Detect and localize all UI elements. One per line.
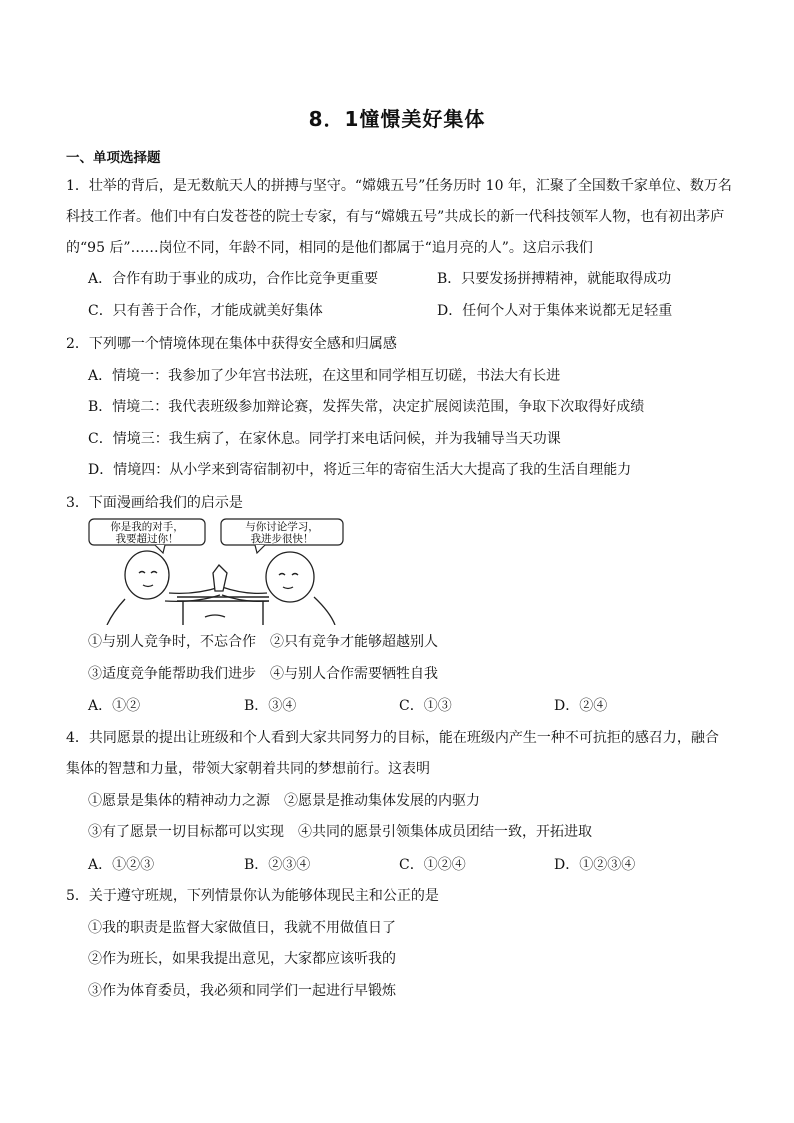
q2-option-c: C．情境三：我生病了，在家休息。同学打来电话问候，并为我辅导当天功课 <box>88 431 561 447</box>
svg-text:你是我的对手，: 你是我的对手， <box>110 521 184 533</box>
svg-text:我要超过你！: 我要超过你！ <box>115 533 179 545</box>
q3-option-c: C．①③ <box>399 698 452 714</box>
section-heading: 一、单项选择题 <box>66 150 161 166</box>
table <box>177 597 269 625</box>
q5-stem: 5．关于遵守班规，下列情景你认为能够体现民主和公正的是 <box>66 888 439 904</box>
q2-option-b: B．情境二：我代表班级参加辩论赛，发挥失常，决定扩展阅读范围，争取下次取得好成绩 <box>88 399 645 415</box>
q1-option-c: C．只有善于合作，才能成就美好集体 <box>88 303 323 319</box>
q5-statement: ②作为班长，如果我提出意见，大家都应该听我的 <box>88 951 396 967</box>
speech-bubble-left <box>89 519 205 553</box>
q3-option-a: A．①② <box>88 698 141 714</box>
q1-stem-line: 的“95 后”……岗位不同，年龄不同，相同的是他们都属于“追月亮的人”。这启示我们 <box>66 240 593 256</box>
q4-statements-line: ①愿景是集体的精神动力之源 ②愿景是推动集体发展的内驱力 <box>88 793 480 809</box>
q4-option-a: A．①②③ <box>88 857 155 873</box>
clasped-hands <box>205 565 227 617</box>
q3-statements-line: ①与别人竞争时，不忘合作 ②只有竞争才能够超越别人 <box>88 634 438 650</box>
page-title: 8．1憧憬美好集体 <box>308 107 486 131</box>
left-person-figure <box>107 551 220 625</box>
q4-stem-line: 集体的智慧和力量，带领大家朝着共同的梦想前行。这表明 <box>66 761 430 777</box>
q4-option-c: C．①②④ <box>399 857 466 873</box>
q2-option-a: A．情境一：我参加了少年宫书法班，在这里和同学相互切磋，书法大有长进 <box>88 368 561 384</box>
q4-option-d: D．①②③④ <box>554 857 636 873</box>
svg-text:与你讨论学习，: 与你讨论学习， <box>245 521 319 533</box>
q3-stem: 3．下面漫画给我们的启示是 <box>66 495 243 511</box>
right-person-figure <box>222 552 335 625</box>
speech-bubble-right <box>221 519 343 553</box>
q2-option-d: D．情境四：从小学来到寄宿制初中，将近三年的寄宿生活大大提高了我的生活自理能力 <box>88 462 632 478</box>
q2-stem: 2．下列哪一个情境体现在集体中获得安全感和归属感 <box>66 336 397 352</box>
q5-statement: ①我的职责是监督大家做值日，我就不用做值日了 <box>88 920 396 936</box>
q3-statements-line: ③适度竞争能帮助我们进步 ④与别人合作需要牺牲自我 <box>88 666 438 682</box>
svg-text:我进步很快！: 我进步很快！ <box>250 533 314 545</box>
arm-wrestling-comic <box>85 517 355 625</box>
q1-option-d: D．任何个人对于集体来说都无足轻重 <box>437 303 673 319</box>
q5-statement: ③作为体育委员，我必须和同学们一起进行早锻炼 <box>88 983 396 999</box>
q1-stem-line: 科技工作者。他们中有白发苍苍的院士专家，有与“嫦娥五号”共成长的新一代科技领军人物，也有初出茅庐 <box>66 209 725 225</box>
q1-option-b: B．只要发扬拼搏精神，就能取得成功 <box>437 271 672 287</box>
q1-stem-line: 1．壮举的背后，是无数航天人的拼搏与坚守。“嫦娥五号”任务历时 10 年，汇聚了全国数千家单位、数万名 <box>66 178 732 194</box>
q4-option-b: B．②③④ <box>244 857 311 873</box>
q4-stem-line: 4．共同愿景的提出让班级和个人看到大家共同努力的目标，能在班级内产生一种不可抗拒的感召力，融合 <box>66 730 719 746</box>
q4-statements-line: ③有了愿景一切目标都可以实现 ④共同的愿景引领集体成员团结一致，开拓进取 <box>88 824 592 840</box>
q3-option-b: B．③④ <box>244 698 297 714</box>
q1-option-a: A．合作有助于事业的成功，合作比竞争更重要 <box>88 271 379 287</box>
q3-option-d: D．②④ <box>554 698 608 714</box>
